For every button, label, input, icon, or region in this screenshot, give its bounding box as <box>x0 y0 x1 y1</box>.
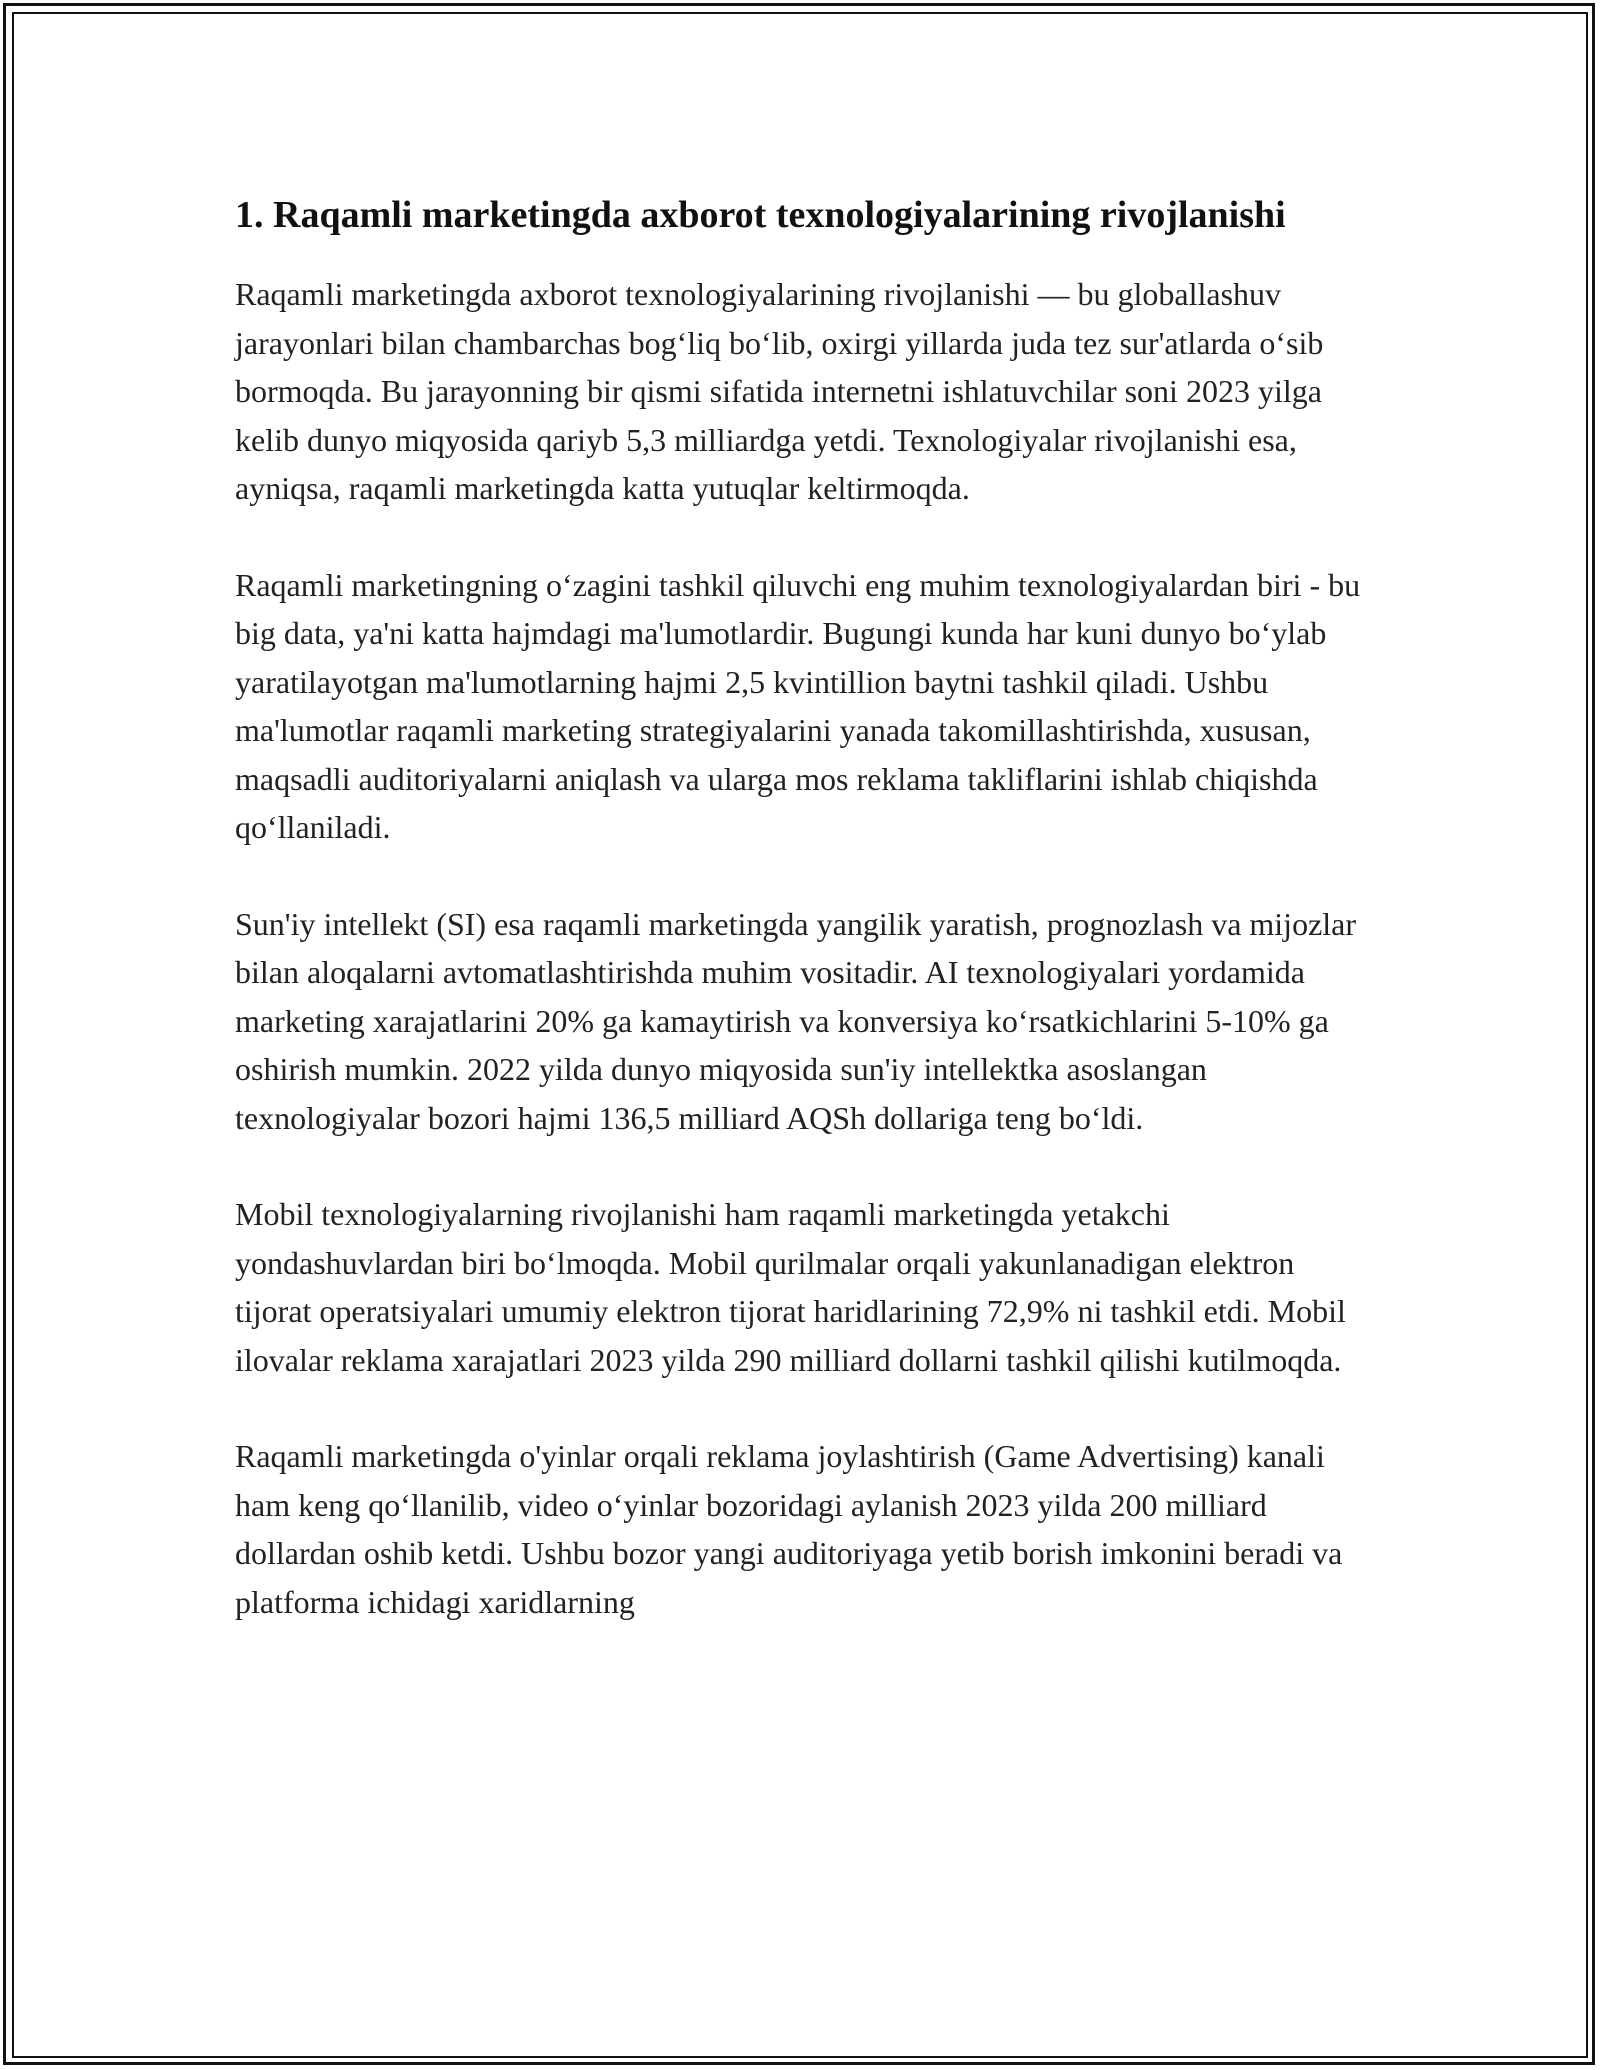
paragraph-big-data: Raqamli marketingning o‘zagini tashkil qiluvchi eng muhim texnologiyalardan biri - bu big data, ya'ni katta hajmdagi ma'lumotlardir. Bugungi kunda har kuni dunyo bo‘ylab yaratilayotgan ma'lumotlarning hajmi 2,5 kvintillion baytni tashkil qiladi. Ushbu ma'lumotlar raqamli marketing strategiyalarini yanada takomillashtirishda, xususan, maqsadli auditoriyalarni aniqlash va ularga mos reklama takliflarini ishlab chiqishda qo‘llaniladi. <box>235 566 1361 845</box>
paragraph-internet-users: Raqamli marketingda axborot texnologiyalarining rivojlanishi — bu globallashuv jarayonlari bilan chambarchas bog‘liq bo‘lib, oxirgi yillarda juda tez sur'atlarda o‘sib bormoqda. Bu jarayonning bir qismi sifatida internetni ishlatuvchilar soni 2023 yilga kelib dunyo miqyosida qariyb 5,3 milliardga yetdi. Texnologiyalar rivojlanishi esa, ayniqsa, raqamli marketingda katta yutuqlar keltirmoqda. <box>235 276 1324 506</box>
paragraph-mobile-technologies: Mobil texnologiyalarning rivojlanishi ham raqamli marketingda yetakchi yondashuvlardan biri bo‘lmoqda. Mobil qurilmalar orqali yakunlanadigan elektron tijorat operatsiyalari umumiy elektron tijorat haridlarining 72,9% ni tashkil etdi. Mobil ilovalar reklama xarajatlari 2023 yilda 290 milliard dollarni tashkil qilishi kutilmoqda. <box>235 1196 1346 1378</box>
paragraph-artificial-intelligence: Sun'iy intellekt (SI) esa raqamli marketingda yangilik yaratish, prognozlash va mijozlar bilan aloqalarni avtomatlashtirishda muhim vositadir. AI texnologiyalari yordamida marketing xarajatlarini 20% ga kamaytirish va konversiya ko‘rsatkichlarini 5-10% ga oshirish mumkin. 2022 yilda dunyo miqyosida sun'iy intellektka asoslangan texnologiyalar bozori hajmi 136,5 milliard AQSh dollariga teng bo‘ldi. <box>235 905 1357 1136</box>
document-body <box>235 188 1370 1674</box>
paragraph-game-advertising: Raqamli marketingda o'yinlar orqali reklama joylashtirish (Game Advertising) kanali ham keng qo‘llanilib, video o‘yinlar bozoridagi aylanish 2023 yilda 200 milliard dollardan oshib ketdi. Ushbu bozor yangi auditoriyaga yetib borish imkonini beradi va platforma ichidagi xaridlarning <box>235 1438 1343 1620</box>
section-heading: 1. Raqamli marketingda axborot texnologiyalarining rivojlanishi <box>235 194 1286 236</box>
